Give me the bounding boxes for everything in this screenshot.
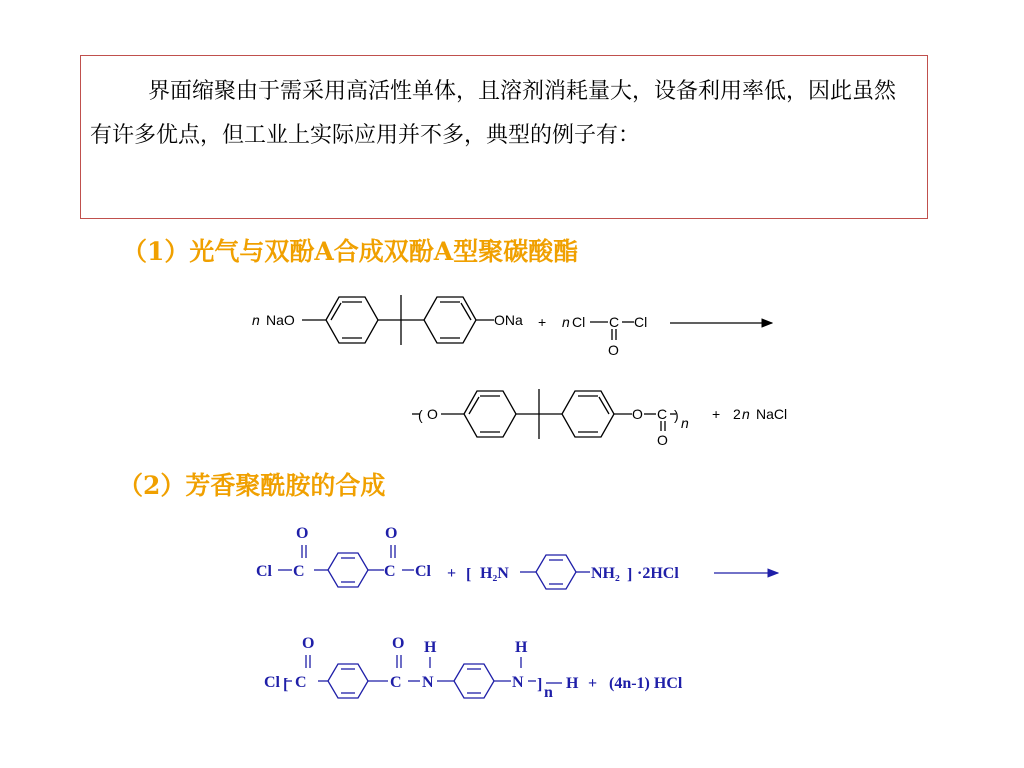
atom-c: C [295,674,307,691]
atom-cl: Cl [264,674,280,691]
heading-polycarbonate: （1）光气与双酚A合成双酚A型聚碳酸酯 [122,237,579,266]
atom-cl: Cl [415,563,431,580]
bracket-open: [ [283,676,289,693]
atom-cl: Cl [256,563,272,580]
atom-c: C [293,563,305,580]
plus-sign: + [712,406,721,422]
bracket-close: ] [537,676,543,693]
atom-o: O [632,406,643,422]
salt-2hcl: ·2HCl [637,565,679,582]
heading-aramid: （2）芳香聚酰胺的合成 [118,471,386,500]
amine-h2n: H₂N [480,565,509,582]
paren-close: ) [674,407,679,423]
atom-o: O [392,635,405,652]
subscript-n: n [544,684,553,701]
reaction1-reactant-labels [252,312,647,358]
byproduct-hcl: (4n-1) HCl [609,675,683,692]
reaction1-product-labels [418,406,787,448]
atom-o: O [657,432,668,448]
subscript-n: n [681,415,689,431]
coef-n: n [252,312,260,328]
amine-nh2: NH₂ [591,565,620,582]
coef-2: 2 [733,406,741,422]
atom-o: O [427,406,438,422]
atom-n: N [512,674,524,691]
product-nacl: NaCl [756,406,788,422]
atom-c: C [609,314,620,330]
bracket-open: [ [466,566,472,583]
reaction2-reactant-labels [256,525,679,583]
note-paragraph: 界面缩聚由于需采用高活性单体，且溶剂消耗量大，设备利用率低，因此虽然有许多优点，但工业上实际应用并不多，典型的例子有： [90,79,897,148]
atom-cl: Cl [572,314,586,330]
coef-n: n [742,406,750,422]
plus-sign: + [447,565,457,582]
coef-n: n [562,314,570,330]
paren-open: ( [418,407,423,423]
atom-h: H [424,639,437,656]
atom-o: O [296,525,309,542]
end-group-h: H [566,675,579,692]
atom-o: O [385,525,398,542]
atom-c: C [657,406,668,422]
atom-c: C [384,563,396,580]
plus-sign: + [538,314,547,330]
atom-nao: NaO [266,312,295,328]
atom-ona: ONa [494,312,523,328]
reaction1-reactants [302,295,772,345]
atom-n: N [422,674,434,691]
reaction2-reactants [278,545,778,589]
atom-c: C [390,674,402,691]
atom-h: H [515,639,528,656]
reaction2-product-labels [264,635,683,701]
atom-cl: Cl [634,314,648,330]
atom-o: O [302,635,315,652]
plus-sign: + [588,675,598,692]
atom-o: O [608,342,619,358]
bracket-close: ] [627,566,633,583]
